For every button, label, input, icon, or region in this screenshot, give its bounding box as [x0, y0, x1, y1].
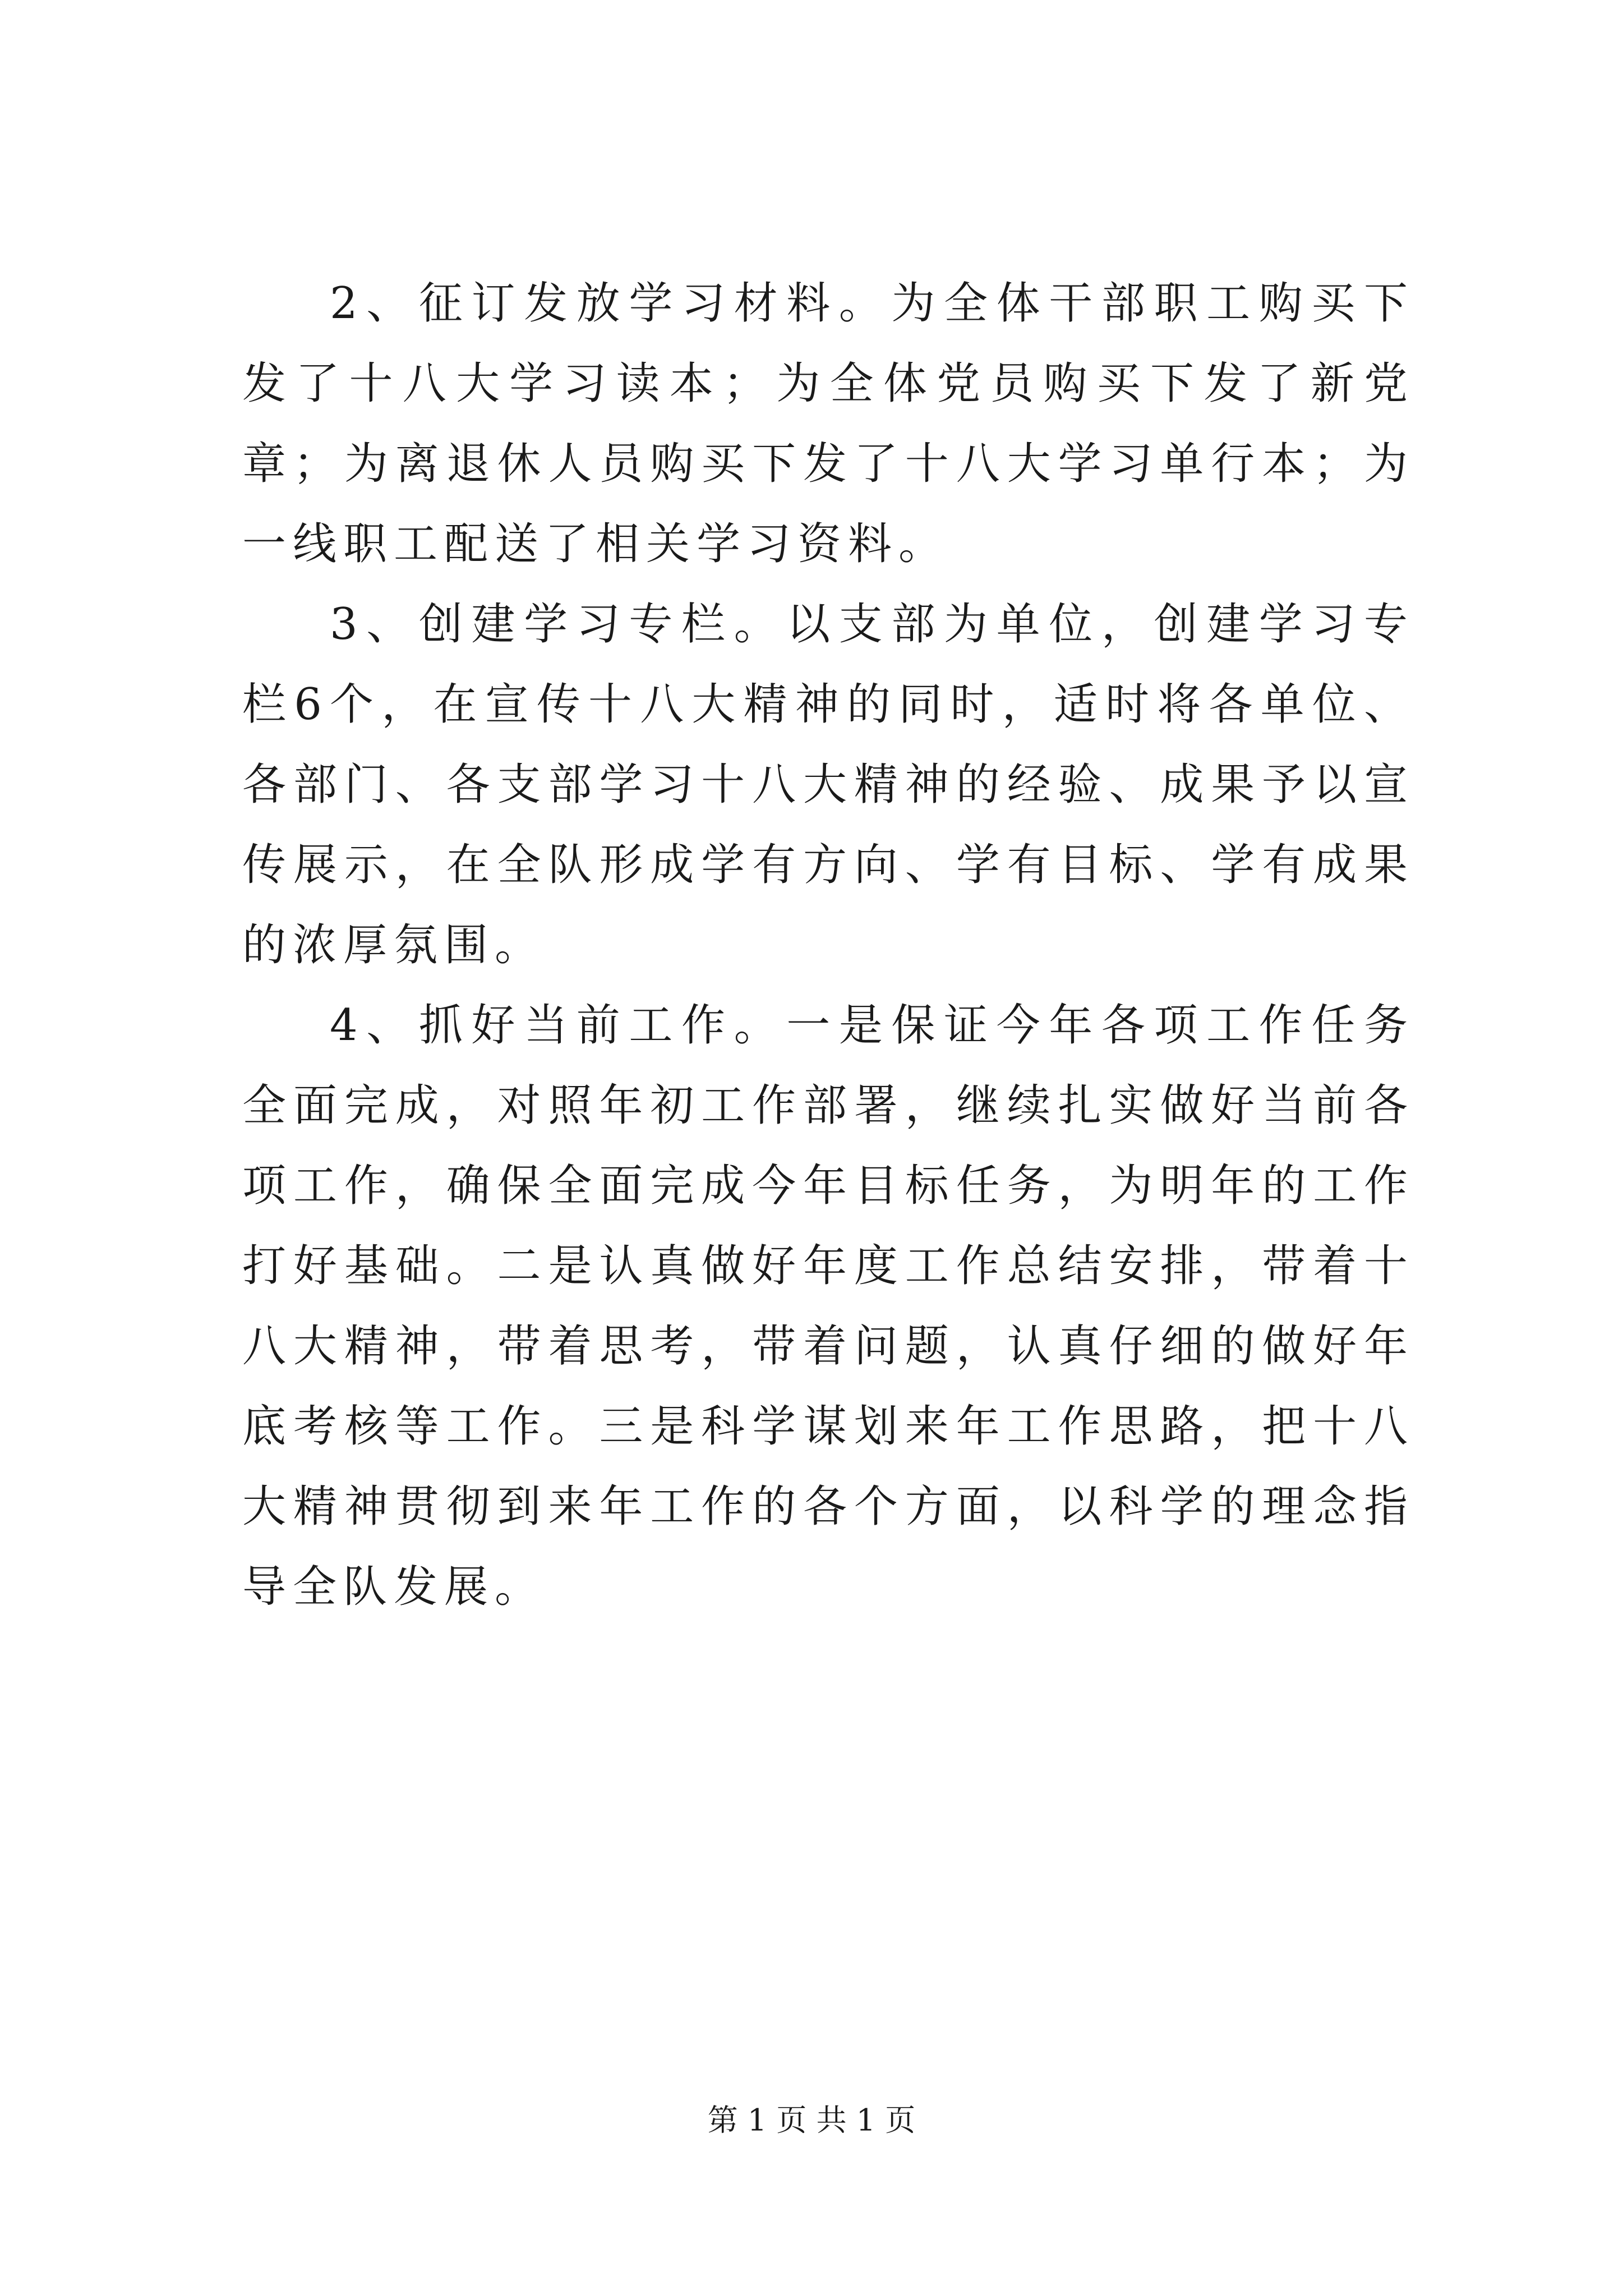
page-footer: 第 1 页 共 1 页 — [707, 2102, 916, 2138]
paragraph-2: 2、征订发放学习材料。为全体干部职工购买下发了十八大学习读本；为全体党员购买下发了新党章；为离退休人员购买下发了十八大学习单行本；为一线职工配送了相关学习资料。 — [242, 278, 1414, 569]
paragraph-3: 3、创建学习专栏。以支部为单位，创建学习专栏6个，在宣传十八大精神的同时，适时将各单位、各部门、各支部学习十八大精神的经验、成果予以宣传展示，在全队形成学有方向、学有目标、学有成果的浓厚氛围。 — [242, 599, 1414, 970]
document-body — [242, 264, 1414, 1627]
paragraph-4: 4、抓好当前工作。一是保证今年各项工作任务全面完成，对照年初工作部署，继续扎实做好当前各项工作，确保全面完成今年目标任务，为明年的工作打好基础。二是认真做好年度工作总结安排，带着十八大精神，带着思考，带着问题，认真仔细的做好年底考核等工作。三是科学谋划来年工作思路，把十八大精神贯彻到来年工作的各个方面，以科学的理念指导全队发展。 — [242, 1000, 1414, 1612]
